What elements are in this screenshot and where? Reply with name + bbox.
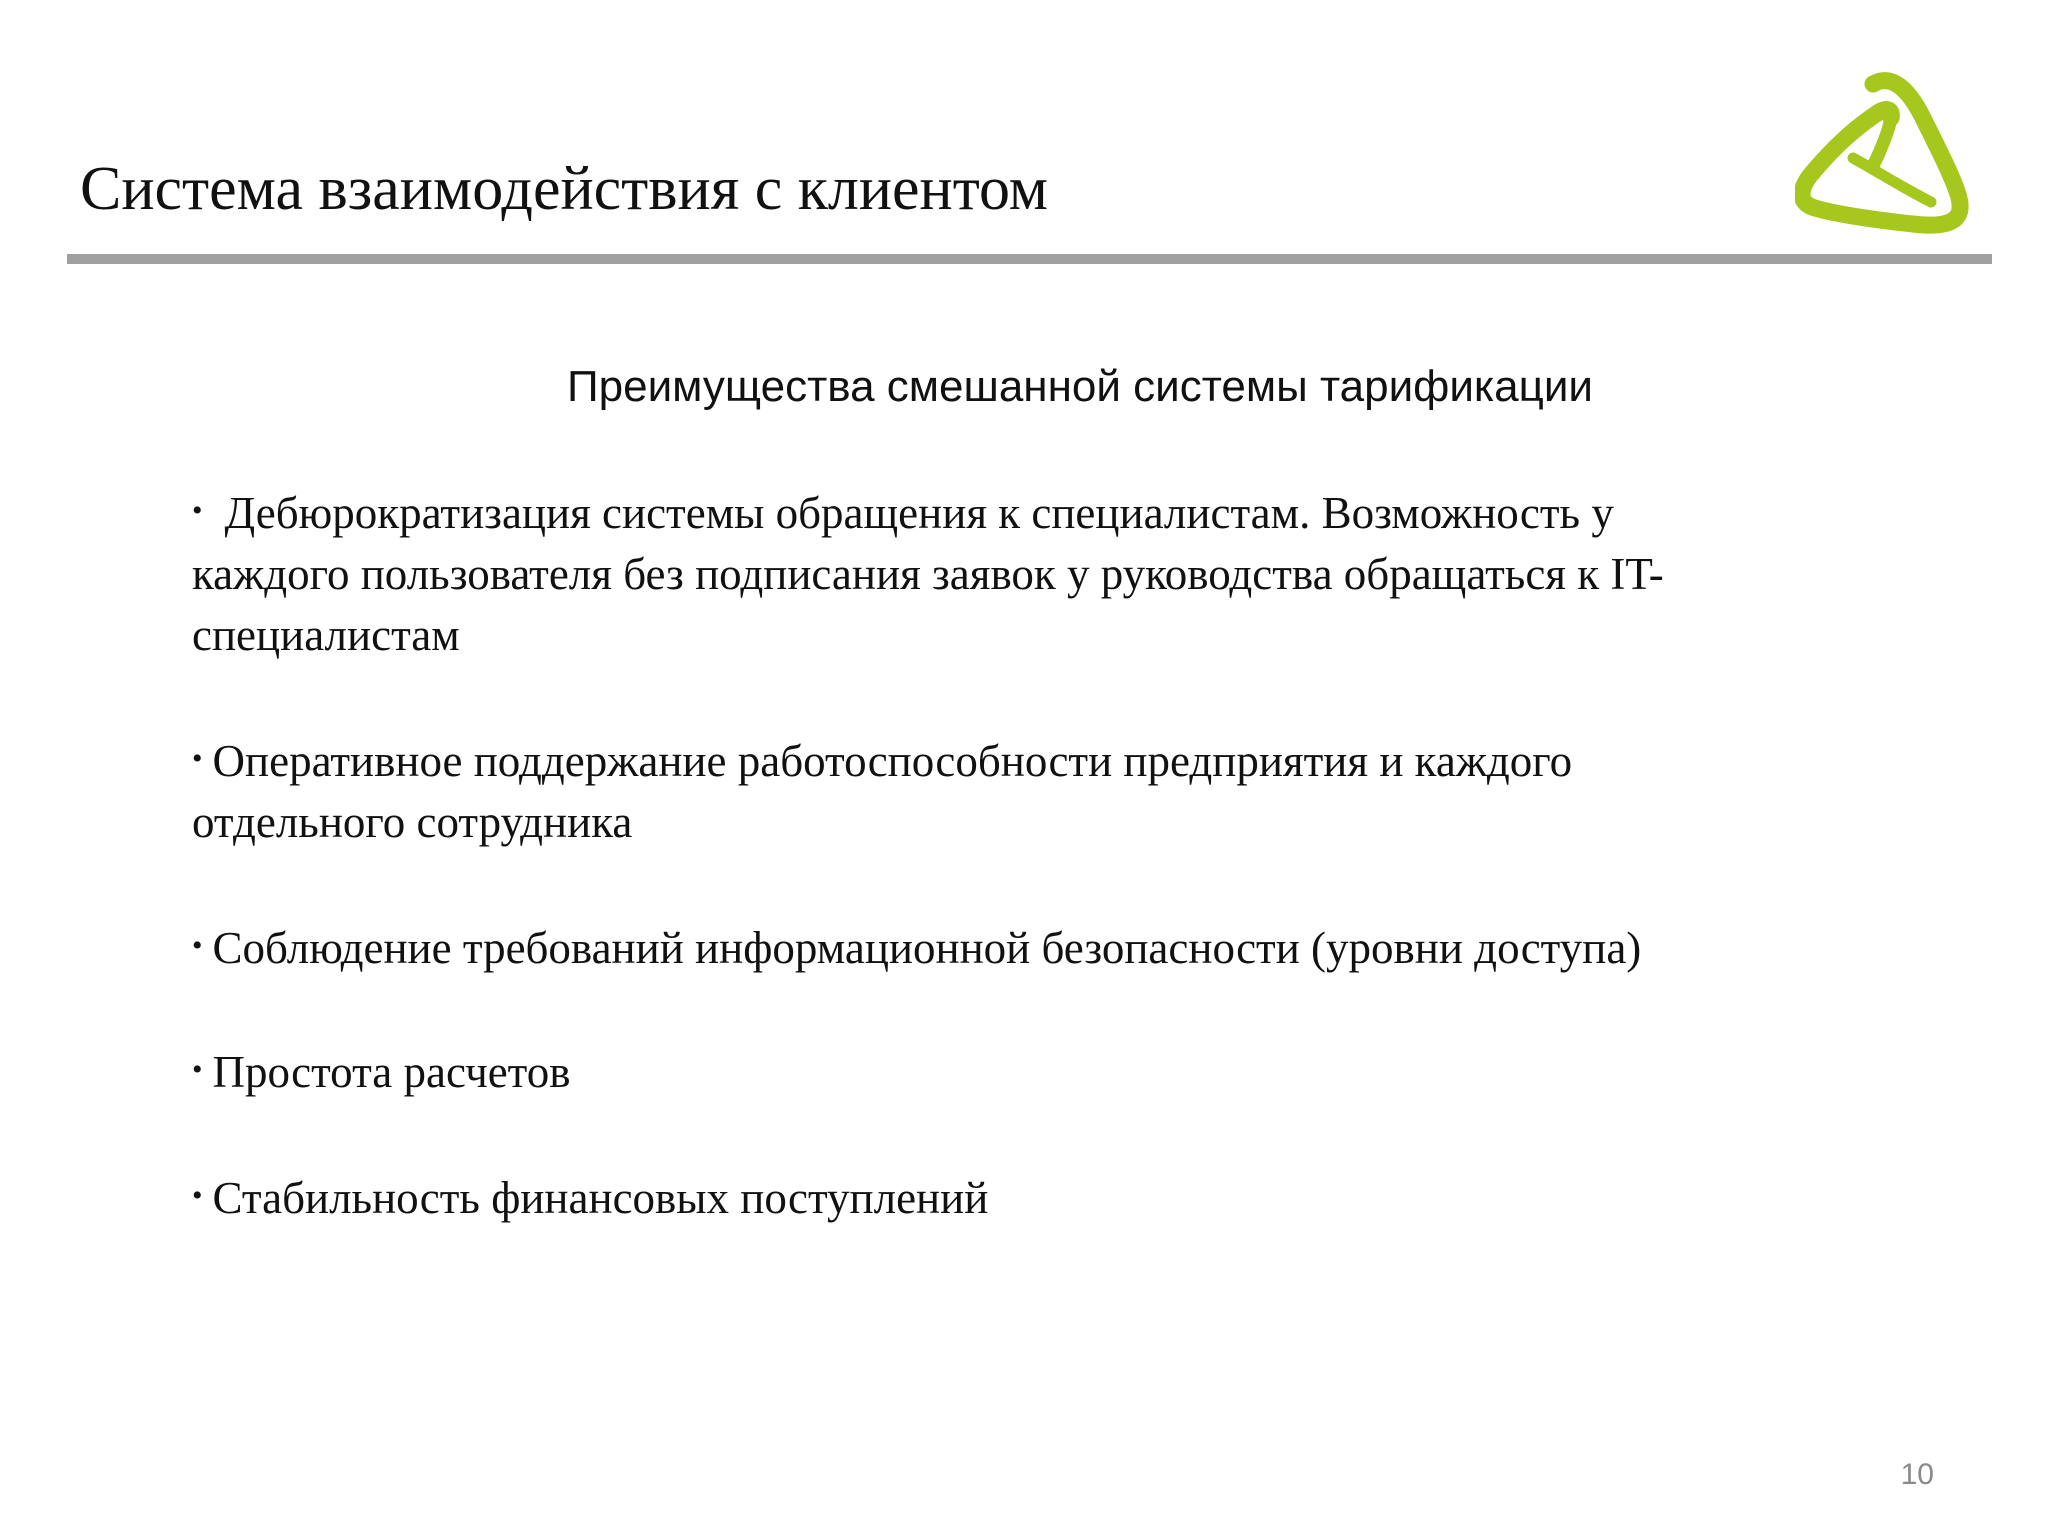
- bullet-icon: •: [192, 929, 203, 962]
- slide-title: Система взаимодействия с клиентом: [80, 155, 1049, 223]
- triangle-ring-logo-icon: [1795, 70, 1970, 245]
- bullet-list: [192, 480, 1752, 1291]
- list-item-text: Оперативное поддержание работоспособности предприятия и каждого отдельного сотрудника: [192, 736, 1573, 847]
- list-item: [192, 480, 1752, 666]
- bullet-icon: •: [192, 1179, 203, 1212]
- bullet-icon: •: [192, 742, 203, 775]
- list-item-text: Стабильность финансовых поступлений: [212, 1173, 989, 1223]
- list-item-text: Дебюрократизация системы обращения к специалистам. Возможность у каждого пользователя без подписания заявок у руководства обращаться к IT-специалистам: [192, 488, 1664, 660]
- list-item: [192, 915, 1752, 979]
- bullet-icon: •: [192, 1053, 203, 1086]
- list-item-text: Простота расчетов: [212, 1047, 571, 1097]
- list-item-text: Соблюдение требований информационной безопасности (уровни доступа): [212, 923, 1642, 973]
- list-item: [192, 728, 1752, 853]
- list-item: [192, 1165, 1752, 1229]
- slide-subtitle: Преимущества смешанной системы тарификации: [567, 362, 1593, 411]
- bullet-icon: •: [192, 494, 203, 527]
- page-number: 10: [1900, 1458, 1934, 1491]
- list-item: [192, 1039, 1752, 1103]
- title-divider: [67, 254, 1992, 264]
